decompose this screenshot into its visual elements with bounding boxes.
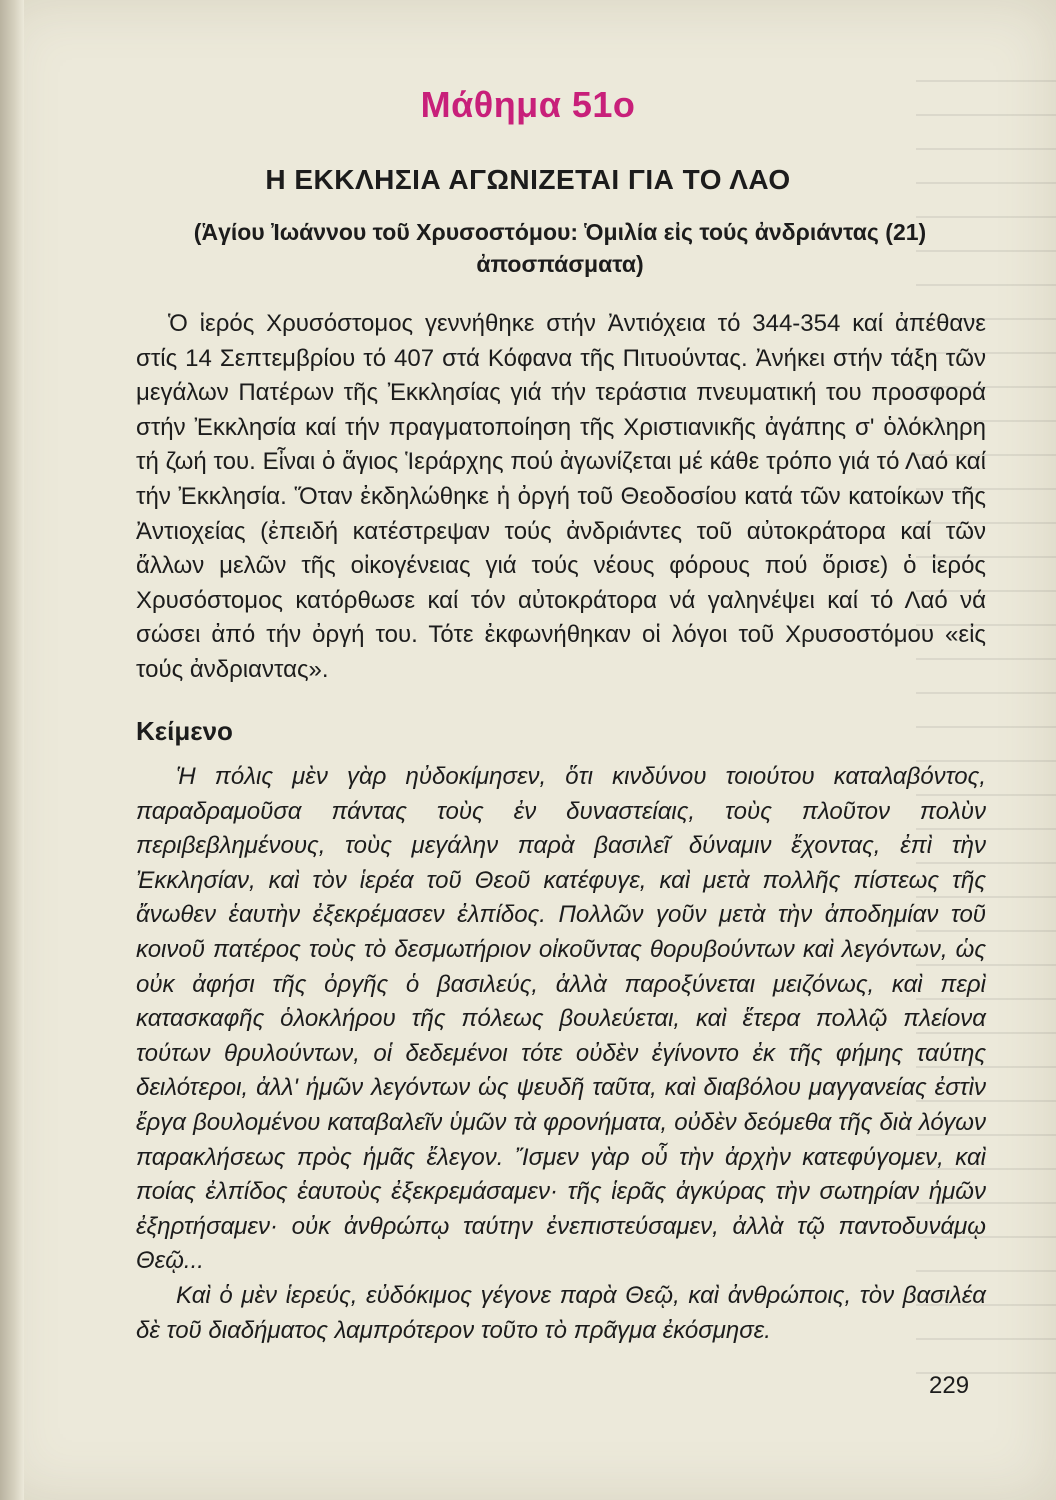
intro-paragraph: Ὁ ἱερός Χρυσόστομος γεννήθηκε στήν Ἀντιόχεια τό 344-354 καί ἀπέθανε στίς 14 Σεπτεμβρίου τό 407 στά Κόφανα τῆς Πιτυούντας. Ἀνήκει στήν τάξη τῶν μεγάλων Πατέρων τῆς Ἐκκλησίας γιά τήν τεράστια πνευματική του προσφορά στήν Ἐκκλησία καί τήν πραγματοποίηση τῆς Χριστιανικῆς ἀγάπης σ' ὁλόκληρη τή ζωή του. Εἶναι ὁ ἅγιος Ἱεράρχης πού ἀγωνίζεται μέ κάθε τρόπο γιά τό Λαό καί τήν Ἐκκλησία. Ὅταν ἐκδηλώθηκε ἡ ὀργή τοῦ Θεοδοσίου κατά τῶν κατοίκων τῆς Ἀντιοχείας (ἐπειδή κατέστρεψαν τούς ἀνδριάντες τοῦ αὐτοκράτορα καί τῶν ἄλλων μελῶν τῆς οἰκογένειας γιά τούς νέους φόρους πού ὅρισε) ὁ ἱερός Χρυσόστομος κατόρθωσε καί τόν αὐτοκράτορα νά γαληνέψει καί τό Λαό νά σώσει ἀπό τήν ὀργή του. Τότε ἐκφωνήθηκαν οἱ λόγοι τοῦ Χρυσοστόμου «εἰς τούς ἀνδριαντας». (136, 310, 986, 683)
text-paragraph-2: Καὶ ὁ μὲν ἱερεύς, εὐδόκιμος γέγονε παρὰ Θεῷ, καὶ ἀνθρώποις, τὸν βασιλέα δὲ τοῦ διαδήματος λαμπρότερον τοῦτο τὸ πρᾶγμα ἐκόσμησε. (136, 1281, 986, 1344)
book-binding-edge (0, 0, 24, 1500)
chapter-title: Η ΕΚΚΛΗΣΙΑ ΑΓΩΝΙΖΕΤΑΙ ΓΙΑ ΤΟ ΛΑΟ (265, 164, 791, 195)
lesson-number: Μάθημα 51ο (420, 84, 636, 125)
text-paragraph-1: Ἡ πόλις μὲν γὰρ ηὐδοκίμησεν, ὅτι κινδύνου τοιούτου καταλαβόντος, παραδραμοῦσα πάντας τοὺς ἐν δυναστείαις, τοὺς πλοῦτον πολὺν περιβεβλημένους, τοὺς μεγάλην παρὰ βασιλεῖ δύναμιν ἔχοντας, ἐπὶ τὴν Ἐκκλησίαν, καὶ τὸν ἱερέα τοῦ Θεοῦ κατέφυγε, καὶ μετὰ πολλῆς πίστεως τῆς ἄνωθεν ἑαυτὴν ἐξεκρέμασεν ἐλπίδος. Πολλῶν γοῦν μετὰ τὴν ἀποδημίαν τοῦ κοινοῦ πατέρος τοὺς τὸ δεσμωτήριον οἰκοῦντας θορυβούντων καὶ λεγόντων, ὡς οὐκ ἀφήσι τῆς ὀργῆς ὁ βασιλεύς, ἀλλὰ παροξύνεται μειζόνως, καὶ περὶ κατασκαφῆς ὁλοκλήρου τῆς πόλεως βουλεύεται, καὶ ἕτερα πολλῷ πλείονα τούτων θρυλούντων, οἱ δεδεμένοι τότε οὐδὲν ἐγίνοντο ἐκ τῆς φήμης ταύτης δειλότεροι, ἀλλ' ἡμῶν λεγόντων ὡς ψευδῆ ταῦτα, καὶ διαβόλου μαγγανείας ἐστὶν ἔργα βουλομένου καταβαλεῖν ὑμῶν τὰ φρονήματα, οὐδὲν δεόμεθα τῆς διὰ λόγων παρακλήσεως πρὸς ἡμᾶς ἔλεγον. Ἴσμεν γὰρ οὗ τὴν ἀρχὴν κατεφύγομεν, καὶ ποίας ἐλπίδος ἑαυτοὺς ἐξεκρεμάσαμεν· τῆς ἱερᾶς ἀγκύρας τὴν σωτηρίαν ἡμῶν ἐξηρτήσαμεν· οὐκ ἀνθρώπῳ ταύτην ἐνεπιστεύσαμεν, ἀλλὰ τῷ παντοδυνάμῳ Θεῷ... (136, 763, 986, 1275)
text-body (136, 760, 986, 1348)
introduction (136, 307, 986, 688)
page-number: 229 (929, 1372, 970, 1399)
source-subtitle: (Ἁγίου Ἰωάννου τοῦ Χρυσοστόμου: Ὁμιλία εἰς τούς ἀνδριάντας (21) ἀποσπάσματα) (193, 219, 927, 277)
section-heading: Κείμενο (136, 716, 233, 746)
